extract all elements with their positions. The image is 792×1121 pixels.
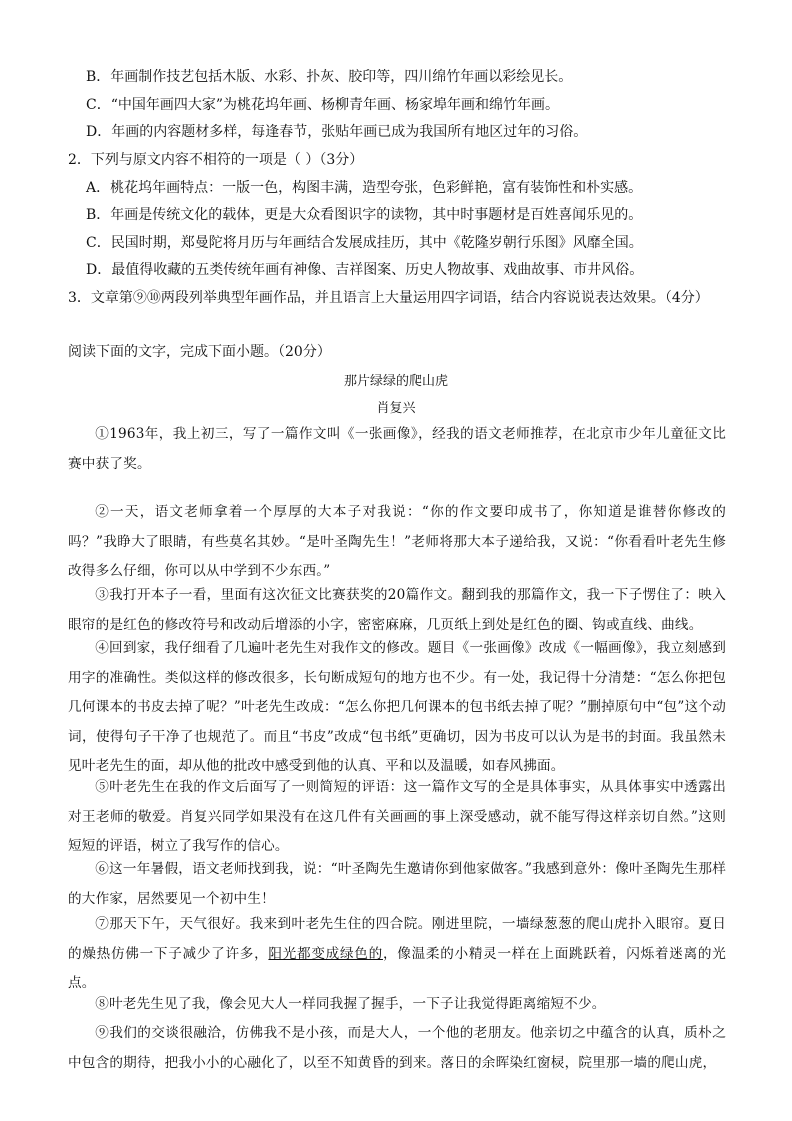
paragraph-7 bbox=[68, 910, 726, 999]
paragraph-2: ②一天，语文老师拿着一个厚厚的大本子对我说：“你的作文要印成书了，你知道是谁替你修改的吗？”我睁大了眼睛，有些莫名其妙。“是叶圣陶先生！”老师将那大本子递给我，又说：“你看看叶老先生修改得多么仔细，你可以从中学到不少东西。” bbox=[68, 504, 726, 579]
paragraph-4: ④回到家，我仔细看了几遍叶老先生对我作文的修改。题目《一张画像》改成《一幅画像》，我立刻感到用字的准确性。类似这样的修改很多，长句断成短句的地方也不少。有一处，我记得十分清楚：“怎么你把包几何课本的书皮去掉了呢？”叶老先生改成：“怎么你把几何课本的包书纸去掉了呢？”删掉原句中“包”这个动词，使得句子干净了也规范了。而且“书皮”改成“包书纸”更确切，因为书皮可以认为是书的封面。我虽然未见叶老先生的面，却从他的批改中感受到他的认真、平和以及温暖，如春风拂面。 bbox=[68, 640, 726, 774]
paragraph-1: ①1963年，我上初三，写了一篇作文叫《一张画像》，经我的语文老师推荐，在北京市少年儿童征文比赛中获了奖。 bbox=[68, 426, 726, 472]
article-author: 肖复兴 bbox=[376, 401, 416, 416]
paragraph-7-text-a: ⑦那天下午，天气很好。我来到叶老先生住的四合院。刚进里院，一墙绿葱葱的爬山虎扑入眼帘。夏日的燥热仿佛一下子减少了许多， bbox=[68, 916, 726, 962]
underlined-sentence: 阳光都变成绿色的 bbox=[268, 945, 383, 962]
q2-option-c: C．民国时期，郑曼陀将月历与年画结合发展成挂历，其中《乾隆岁朝行乐图》风靡全国。 bbox=[86, 235, 643, 251]
paragraph-8: ⑧叶老先生见了我，像会见大人一样同我握了握手，一下子让我觉得距离缩短不少。 bbox=[95, 996, 606, 1012]
q1-option-c: C．“中国年画四大家”为桃花坞年画、杨柳青年画、杨家埠年画和绵竹年画。 bbox=[86, 97, 560, 113]
paragraph-7-text-b: ，像温柔的小精灵一样在上面跳跃着，闪烁着迷离的光点。 bbox=[68, 945, 726, 991]
paragraph-6: ⑥这一年暑假，语文老师找到我，说：“叶圣陶先生邀请你到他家做客。”我感到意外：像叶圣陶先生那样的大作家，居然要见一个初中生！ bbox=[68, 861, 726, 907]
paragraph-9: ⑨我们的交谈很融洽，仿佛我不是小孩，而是大人，一个他的老朋友。他亲切之中蕴含的认真，质朴之中包含的期待，把我小小的心融化了，以至不知黄昏的到来。落日的余晖染红窗棂，院里那一墙的爬山虎， bbox=[68, 1025, 726, 1071]
q3-stem: 3．文章第⑨⑩两段列举典型年画作品，并且语言上大量运用四字词语，结合内容说说表达效果。（4分） bbox=[68, 290, 709, 306]
paragraph-5: ⑤叶老先生在我的作文后面写了一则简短的评语：这一篇作文写的全是具体事实，从具体事实中透露出对王老师的敬爱。肖复兴同学如果没有在这几件有关画画的事上深受感动，就不能写得这样亲切自然。”这则短短的评语，树立了我写作的信心。 bbox=[68, 779, 726, 854]
q1-option-d: D．年画的内容题材多样，每逢春节，张贴年画已成为我国所有地区过年的习俗。 bbox=[86, 124, 588, 140]
reading-intro: 阅读下面的文字，完成下面小题。（20分） bbox=[68, 344, 331, 360]
paragraph-3: ③我打开本子一看，里面有这次征文比赛获奖的20篇作文。翻到我的那篇作文，我一下子愣住了：映入眼帘的是红色的修改符号和改动后增添的小字，密密麻麻，几页纸上到处是红色的圈、钩或直线、曲线。 bbox=[68, 587, 726, 633]
q2-option-b: B．年画是传统文化的载体，更是大众看图识字的读物，其中时事题材是百姓喜闻乐见的。 bbox=[86, 207, 643, 223]
article-title: 那片绿绿的爬山虎 bbox=[343, 374, 448, 389]
q2-option-a: A．桃花坞年画特点：一版一色，构图丰满，造型夸张，色彩鲜艳，富有装饰性和朴实感。 bbox=[86, 180, 643, 196]
q2-stem: 2．下列与原文内容不相符的一项是（ ）（3分） bbox=[68, 152, 364, 168]
q2-option-d: D．最值得收藏的五类传统年画有神像、吉祥图案、历史人物故事、戏曲故事、市井风俗。 bbox=[86, 262, 644, 278]
q1-option-b: B．年画制作技艺包括木版、水彩、扑灰、胶印等，四川绵竹年画以彩绘见长。 bbox=[86, 69, 573, 85]
